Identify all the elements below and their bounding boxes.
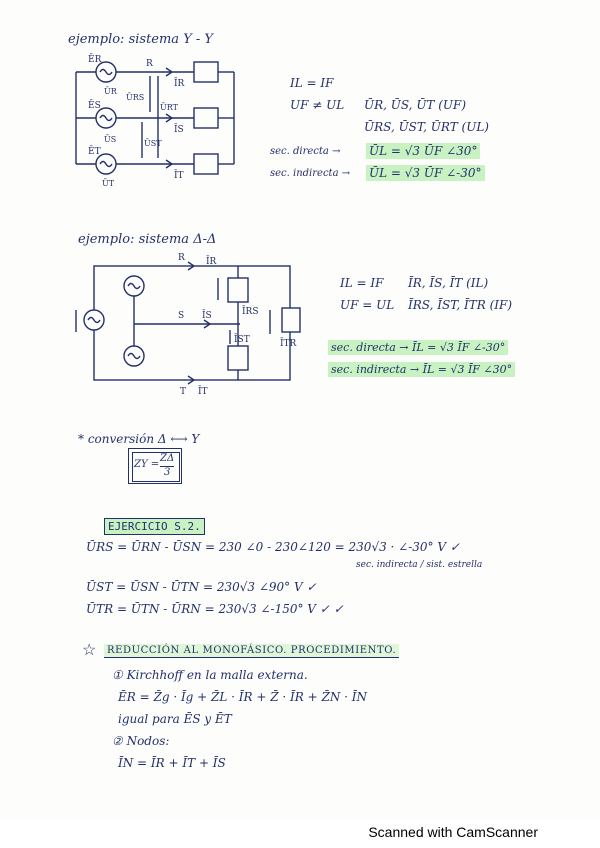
ex2-line3: sec. directa → ĪL = √3 ĪF ∠-30° — [328, 340, 508, 355]
ejercicio-note: sec. indirecta / sist. estrella — [356, 560, 483, 570]
ex2-title: ejemplo: sistema Δ-Δ — [78, 232, 217, 247]
label-IT: ĪT — [198, 387, 208, 397]
label-S: S — [178, 311, 185, 321]
label-ES: ĒS — [88, 101, 101, 111]
label-URS: ŪRS — [126, 93, 145, 102]
ex2-line4: sec. indirecta → ĪL = √3 ĪF ∠30° — [328, 362, 515, 377]
label-URT: ŪRT — [160, 103, 178, 112]
label-ET: ĒT — [88, 147, 101, 157]
reduccion-title: REDUCCIÓN AL MONOFÁSICO. PROCEDIMIENTO. — [104, 644, 399, 658]
label-ITR: ĪTR — [280, 339, 297, 349]
ejercicio-eq2: ŪST = ŪSN - ŪTN = 230√3 ∠90° V ✓ — [86, 580, 317, 594]
ex2-line1b: ĪR, ĪS, ĪT (IL) — [408, 276, 489, 290]
conversion-denominator: 3 — [164, 467, 171, 478]
label-ER: ĒR — [88, 55, 102, 65]
ex1-line1: IL = IF — [290, 76, 334, 90]
scanner-footer — [0, 820, 600, 848]
conversion-numerator: ZΔ — [160, 453, 175, 464]
ejercicio-eq1: ŪRS = ŪRN - ŪSN = 230 ∠0 - 230∠120 = 230√3 · ∠-30° V ✓ — [86, 540, 460, 554]
ex1-line4a: sec. directa → — [270, 146, 341, 157]
conversion-title: * conversión Δ ⟷ Y — [78, 432, 200, 446]
ejercicio-heading: EJERCICIO S.2. — [104, 518, 205, 535]
label-UT: ŪT — [102, 179, 115, 188]
ex1-line5a: sec. indirecta → — [270, 168, 351, 179]
label-IS: ĪS — [202, 311, 212, 321]
ex1-line2a: UF ≠ UL — [290, 98, 345, 112]
label-UST: ŪST — [144, 139, 162, 148]
ex1-line4b: ŪL = √3 ŪF ∠30° — [366, 143, 480, 159]
conversion-lhs: ZY = — [134, 459, 160, 470]
ejercicio-eq3: ŪTR = ŪTN - ŪRN = 230√3 ∠-150° V ✓ ✓ — [86, 602, 344, 616]
label-IR: ĪR — [206, 257, 217, 267]
ex1-line3: ŪRS, ŪST, ŪRT (UL) — [364, 120, 489, 134]
ex2-line1a: IL = IF — [340, 276, 384, 290]
ex1-line2b: ŪR, ŪS, ŪT (UF) — [364, 98, 467, 112]
label-T: T — [180, 387, 187, 397]
ex2-line2b: ĪRS, ĪST, ĪTR (IF) — [408, 298, 513, 312]
step2-label: ② Nodos: — [112, 734, 170, 748]
conversion-formula-box — [132, 452, 178, 480]
label-R: R — [178, 253, 185, 263]
ex1-title: ejemplo: sistema Y - Y — [68, 32, 214, 47]
label-US: ŪS — [104, 135, 117, 144]
step1-equation: ĒR = Z̄g · Īg + Z̄L · ĪR + Z̄ · ĪR + Z̄N · ĪN — [118, 690, 368, 704]
label-IT: ĪT — [174, 171, 184, 181]
step1-note: igual para ĒS y ĒT — [118, 712, 232, 726]
step1-label: ① Kirchhoff en la malla externa. — [112, 668, 308, 682]
label-IR: ĪR — [174, 79, 185, 89]
ex2-line2a: UF = UL — [340, 298, 395, 312]
label-IST: ĪST — [234, 335, 250, 345]
label-R: R — [146, 59, 153, 69]
scanned-watermark: Scanned with CamScanner — [368, 824, 538, 840]
delta-delta-circuit-diagram — [70, 250, 310, 400]
yy-circuit-diagram — [66, 50, 256, 190]
label-UR: ŪR — [104, 87, 117, 96]
label-IRS: ĪRS — [242, 307, 259, 317]
label-IS: ĪS — [174, 125, 184, 135]
step2-equation: ĪN = ĪR + ĪT + ĪS — [118, 756, 226, 770]
star-icon: ☆ — [82, 640, 97, 659]
ex1-line5b: ŪL = √3 ŪF ∠-30° — [366, 165, 485, 181]
